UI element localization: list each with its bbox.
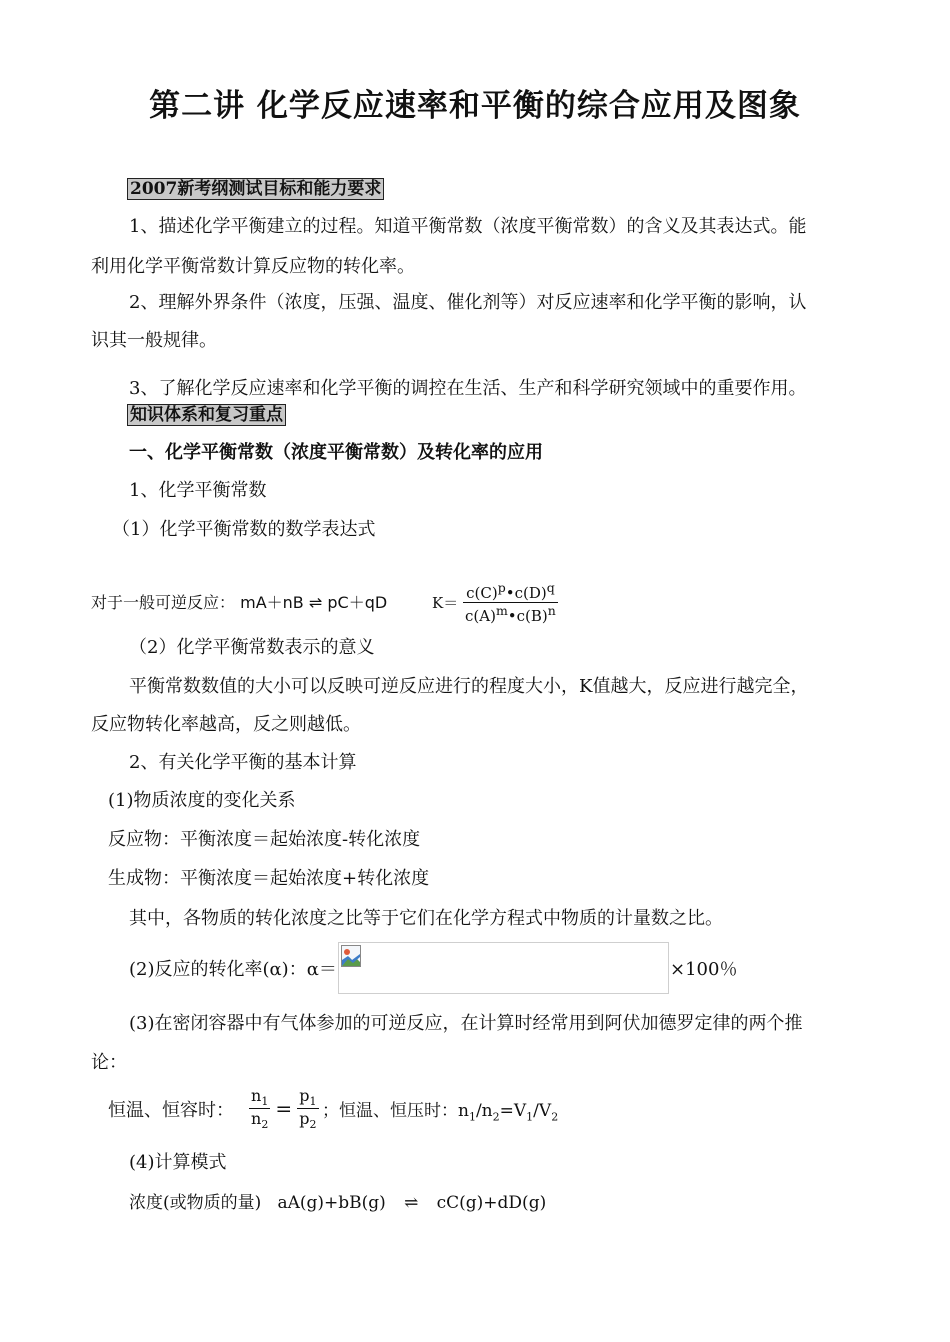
broken-image-icon: [341, 945, 361, 967]
calc-avogadro-line-2: 论：: [91, 1052, 127, 1073]
calc-concentration-change: (1)物质浓度的变化关系: [108, 790, 296, 811]
avogadro-mid-text: ；恒温、恒压时：n: [322, 1101, 469, 1121]
fraction-n1: [249, 1086, 270, 1109]
calc-mode-tail: cC(g)+dD(g): [436, 1193, 547, 1213]
avogadro-lead: 恒温、恒容时：: [108, 1100, 234, 1121]
reversible-arrow-icon: ⇌: [308, 593, 323, 612]
fraction-n2: [249, 1109, 270, 1131]
avogadro-sub-1: 1: [468, 1110, 476, 1124]
reversible-arrow-icon: ⇌: [404, 1193, 419, 1213]
objective-3: 3、了解化学反应速率和化学平衡的调控在生活、生产和科学研究领域中的重要作用。: [129, 378, 807, 399]
objective-1-line-1: 1、描述化学平衡建立的过程。知道平衡常数（浓度平衡常数）的含义及其表达式。能: [129, 216, 807, 237]
avogadro-eq-v: =V: [499, 1101, 527, 1121]
k-den-c-b: c(B): [516, 607, 548, 625]
item-basic-calculation: 2、有关化学平衡的基本计算: [129, 752, 357, 773]
formula-reaction: [91, 590, 387, 613]
calc-conversion-rate-lead: (2)反应的转化率(α)：α＝: [129, 959, 337, 980]
objective-2-line-2: 识其一般规律。: [91, 330, 217, 351]
formula-k-expression: [432, 580, 558, 625]
calc-mode-lead: 浓度(或物质的量) aA(g)+bB(g): [129, 1193, 386, 1213]
avogadro-sub-2: 2: [492, 1110, 500, 1124]
k-den-c-a: c(A): [465, 607, 496, 625]
k-denominator: [463, 603, 558, 625]
k-den-dot: •: [507, 607, 517, 625]
k-den-exp-n: n: [547, 603, 556, 618]
n1-subscript: 1: [261, 1095, 269, 1109]
meaning-line-2: 反应物转化率越高，反之则越低。: [91, 714, 361, 735]
n2-subscript: 2: [261, 1118, 269, 1132]
avogadro-sub-3: 1: [526, 1110, 534, 1124]
formula-lead: 对于一般可逆反应：: [91, 593, 236, 612]
avogadro-slash-2: /V: [533, 1101, 552, 1121]
objective-1-line-2: 利用化学平衡常数计算反应物的转化率。: [91, 256, 415, 277]
avogadro-slash-1: /n: [475, 1101, 493, 1121]
n2-symbol: n: [251, 1109, 262, 1129]
k-num-dot: •: [505, 584, 515, 602]
k-den-exp-m: m: [495, 603, 508, 618]
section-heading-knowledge: 知识体系和复习重点: [127, 404, 286, 426]
k-num-c-c: c(C): [466, 584, 498, 602]
k-label: K＝: [432, 594, 459, 612]
objective-2-line-1: 2、理解外界条件（浓度，压强、温度、催化剂等）对反应速率和化学平衡的影响，认: [129, 292, 807, 313]
subheading-equilibrium-constant: 一、化学平衡常数（浓度平衡常数）及转化率的应用: [129, 442, 543, 463]
calc-product: 生成物：平衡浓度＝起始浓度+转化浓度: [108, 868, 430, 889]
fraction-p1: [297, 1086, 318, 1109]
item-math-expression: （1）化学平衡常数的数学表达式: [112, 519, 376, 540]
k-fraction: [463, 580, 558, 625]
p2-subscript: 2: [309, 1118, 317, 1132]
calc-avogadro-line-1: (3)在密闭容器中有气体参加的可逆反应，在计算时经常用到阿伏加德罗定律的两个推: [129, 1013, 803, 1034]
meaning-line-1: 平衡常数数值的大小可以反映可逆反应进行的程度大小，K值越大，反应进行越完全，: [129, 676, 809, 697]
k-num-exp-q: q: [546, 580, 555, 595]
p1-symbol: p: [299, 1086, 310, 1105]
calc-ratio-note: 其中，各物质的转化浓度之比等于它们在化学方程式中物质的计量数之比。: [129, 908, 723, 929]
section-heading-objectives: 2007新考纲测试目标和能力要求: [127, 178, 384, 200]
page-title: 第二讲 化学反应速率和平衡的综合应用及图象: [149, 88, 801, 124]
formula-reaction-right: pC＋qD: [327, 593, 388, 612]
avogadro-constant-pressure: [322, 1100, 558, 1128]
p2-symbol: p: [299, 1109, 310, 1129]
fraction-p2: [297, 1109, 318, 1131]
avogadro-constant-volume-formula: [249, 1086, 319, 1131]
calc-mode-reaction: [129, 1192, 546, 1214]
calc-reactant: 反应物：平衡浓度＝起始浓度-转化浓度: [108, 829, 421, 850]
item-equilibrium-constant: 1、化学平衡常数: [129, 480, 267, 501]
formula-reaction-left: mA＋nB: [240, 593, 304, 612]
k-num-c-d: c(D): [514, 584, 547, 602]
equals-sign: =: [275, 1096, 293, 1121]
fraction-n1-n2: [249, 1086, 270, 1131]
conversion-formula-image: [338, 942, 669, 994]
avogadro-sub-4: 2: [551, 1110, 559, 1124]
fraction-p1-p2: [297, 1086, 318, 1131]
calc-conversion-rate-tail: ×100％: [670, 959, 738, 980]
n1-symbol: n: [251, 1086, 262, 1105]
k-numerator: [463, 580, 558, 603]
calc-mode-heading: (4)计算模式: [129, 1152, 227, 1173]
p1-subscript: 1: [309, 1095, 317, 1109]
item-meaning: （2）化学平衡常数表示的意义: [129, 637, 375, 658]
k-num-exp-p: p: [497, 580, 506, 595]
